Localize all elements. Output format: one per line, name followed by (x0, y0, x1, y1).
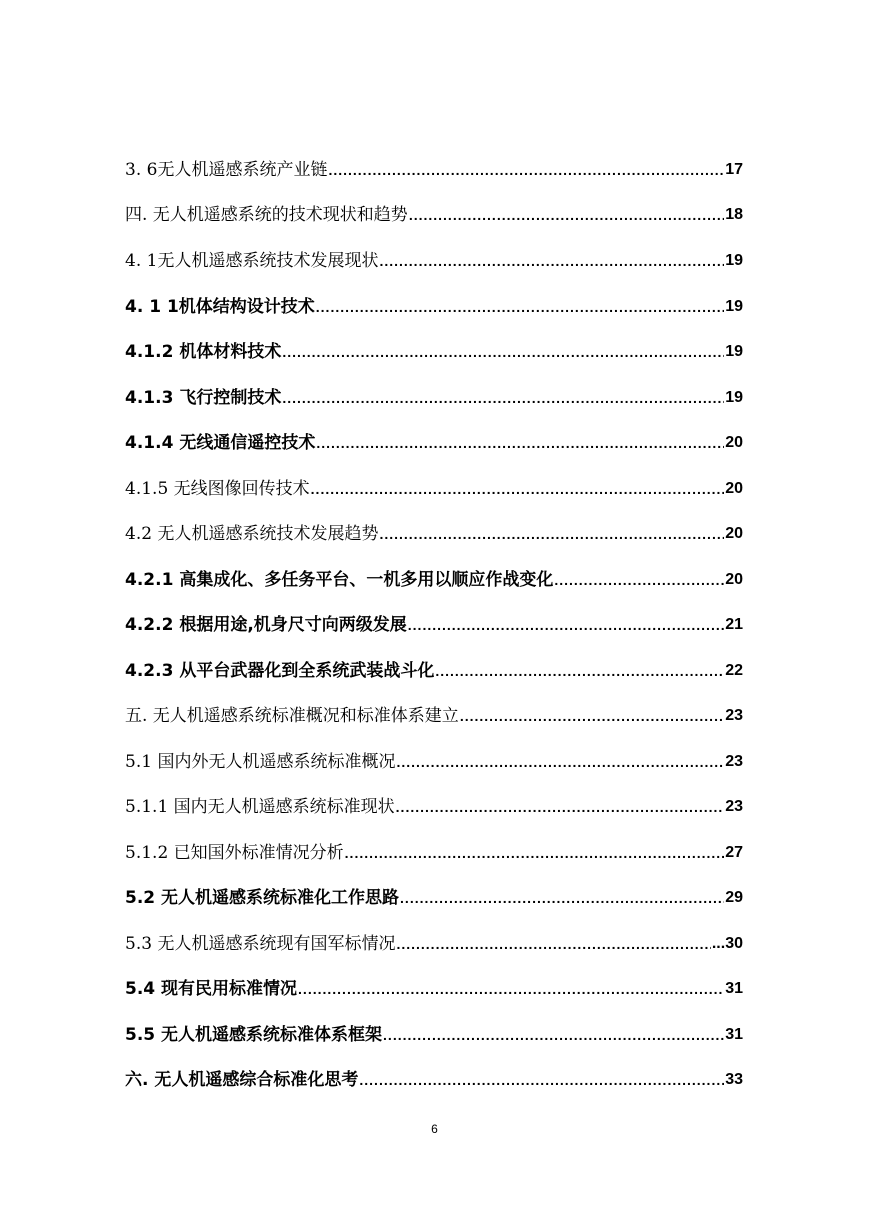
toc-entry-label: 4.1.4 无线通信遥控技术 (125, 433, 316, 453)
toc-entry (125, 384, 743, 408)
toc-entry-label: 5.1 国内外无人机遥感系统标准概况 (125, 752, 396, 772)
toc-entry-label: 5.1.2 已知国外标准情况分析 (125, 843, 344, 863)
toc-entry (125, 975, 743, 999)
toc-entry-label: 4.1.3 飞行控制技术 (125, 388, 282, 408)
toc-leader-dots (396, 752, 724, 772)
toc-page-number: 23 (725, 753, 743, 770)
toc-entry-label: 4.2.3 从平台武器化到全系统武装战斗化 (125, 661, 435, 681)
toc-entry-label: 五. 无人机遥感系统标准概况和标准体系建立 (125, 706, 459, 726)
toc-entry (125, 201, 743, 225)
toc-leader-dots (554, 570, 724, 590)
toc-entry (125, 475, 743, 499)
toc-page-number: ...30 (711, 935, 743, 952)
toc-leader-dots (311, 479, 725, 499)
toc-entry-label: 4.1.5 无线图像回传技术 (125, 479, 310, 499)
toc-entry (125, 429, 743, 453)
toc-entry-label: 5.1.1 国内无人机遥感系统标准现状 (125, 797, 395, 817)
toc-leader-dots (383, 1025, 724, 1045)
toc-page-number: 27 (725, 844, 743, 861)
toc-page-number: 22 (725, 662, 743, 679)
toc-leader-dots (282, 388, 724, 408)
toc-entry (125, 793, 743, 817)
toc-leader-dots (316, 433, 724, 453)
toc-entry-label: 六. 无人机遥感综合标准化思考 (125, 1070, 359, 1090)
toc-entry-label: 5.2 无人机遥感系统标准化工作思路 (125, 888, 400, 908)
toc-page-number: 21 (725, 616, 743, 633)
toc-leader-dots (345, 843, 725, 863)
toc-entry (125, 566, 743, 590)
toc-entry-label: 4.2.1 高集成化、多任务平台、一机多用以顺应作战变化 (125, 570, 554, 590)
toc-entry-label: 5.4 现有民用标准情况 (125, 979, 298, 999)
toc-page-number: 23 (725, 798, 743, 815)
toc-entry (125, 611, 743, 635)
toc-page-number: 17 (725, 161, 743, 178)
toc-leader-dots (379, 524, 724, 544)
toc-entry (125, 1066, 743, 1090)
toc-leader-dots (379, 251, 724, 271)
toc-leader-dots (396, 797, 725, 817)
toc-entry (125, 293, 743, 317)
toc-page-number: 20 (725, 480, 743, 497)
toc-entry (125, 930, 743, 954)
toc-entry (125, 520, 743, 544)
toc-entry (125, 702, 743, 726)
toc-leader-dots (460, 706, 724, 726)
toc-entry (125, 839, 743, 863)
toc-page-number: 31 (725, 980, 743, 997)
toc-page-number: 23 (725, 707, 743, 724)
toc-leader-dots (408, 615, 724, 635)
toc-leader-dots (359, 1070, 724, 1090)
toc-entry-label: 四. 无人机遥感系统的技术现状和趋势 (125, 205, 408, 225)
toc-entry (125, 1021, 743, 1045)
toc-page-number: 19 (725, 389, 743, 406)
toc-entry-label: 5.5 无人机遥感系统标准体系框架 (125, 1025, 383, 1045)
toc-leader-dots (282, 342, 724, 362)
toc-entry (125, 156, 743, 180)
toc-leader-dots (316, 297, 724, 317)
toc-entry-label: 4. 1 1机体结构设计技术 (125, 297, 315, 317)
toc-entry-label: 4.1.2 机体材料技术 (125, 342, 282, 362)
toc-page-number: 19 (725, 343, 743, 360)
toc-page-number: 18 (725, 206, 743, 223)
toc-leader-dots (435, 661, 724, 681)
toc-page-number: 20 (725, 525, 743, 542)
toc-entry-label: 3. 6无人机遥感系统产业链 (125, 160, 328, 180)
toc-leader-dots (328, 160, 724, 180)
page-number: 6 (431, 1122, 438, 1136)
toc-entry (125, 338, 743, 362)
toc-page-number: 29 (725, 889, 743, 906)
toc-leader-dots (400, 888, 724, 908)
toc-page-number: 31 (725, 1026, 743, 1043)
toc-page-number: 19 (725, 298, 743, 315)
toc-leader-dots (409, 205, 724, 225)
toc-entry-label: 4.2 无人机遥感系统技术发展趋势 (125, 524, 379, 544)
toc-entry-label: 5.3 无人机遥感系统现有国军标情况 (125, 934, 396, 954)
toc-entry (125, 247, 743, 271)
toc-page-number: 33 (725, 1071, 743, 1088)
toc-entry (125, 657, 743, 681)
toc-entry-label: 4.2.2 根据用途,机身尺寸向两级发展 (125, 615, 407, 635)
toc-page-number: 20 (725, 571, 743, 588)
toc-entry (125, 884, 743, 908)
toc-leader-dots (298, 979, 724, 999)
toc-leader-dots (396, 934, 710, 954)
toc-page-number: 19 (725, 252, 743, 269)
toc-entry-label: 4. 1无人机遥感系统技术发展现状 (125, 251, 379, 271)
toc-page-number: 20 (725, 434, 743, 451)
toc-entry (125, 748, 743, 772)
